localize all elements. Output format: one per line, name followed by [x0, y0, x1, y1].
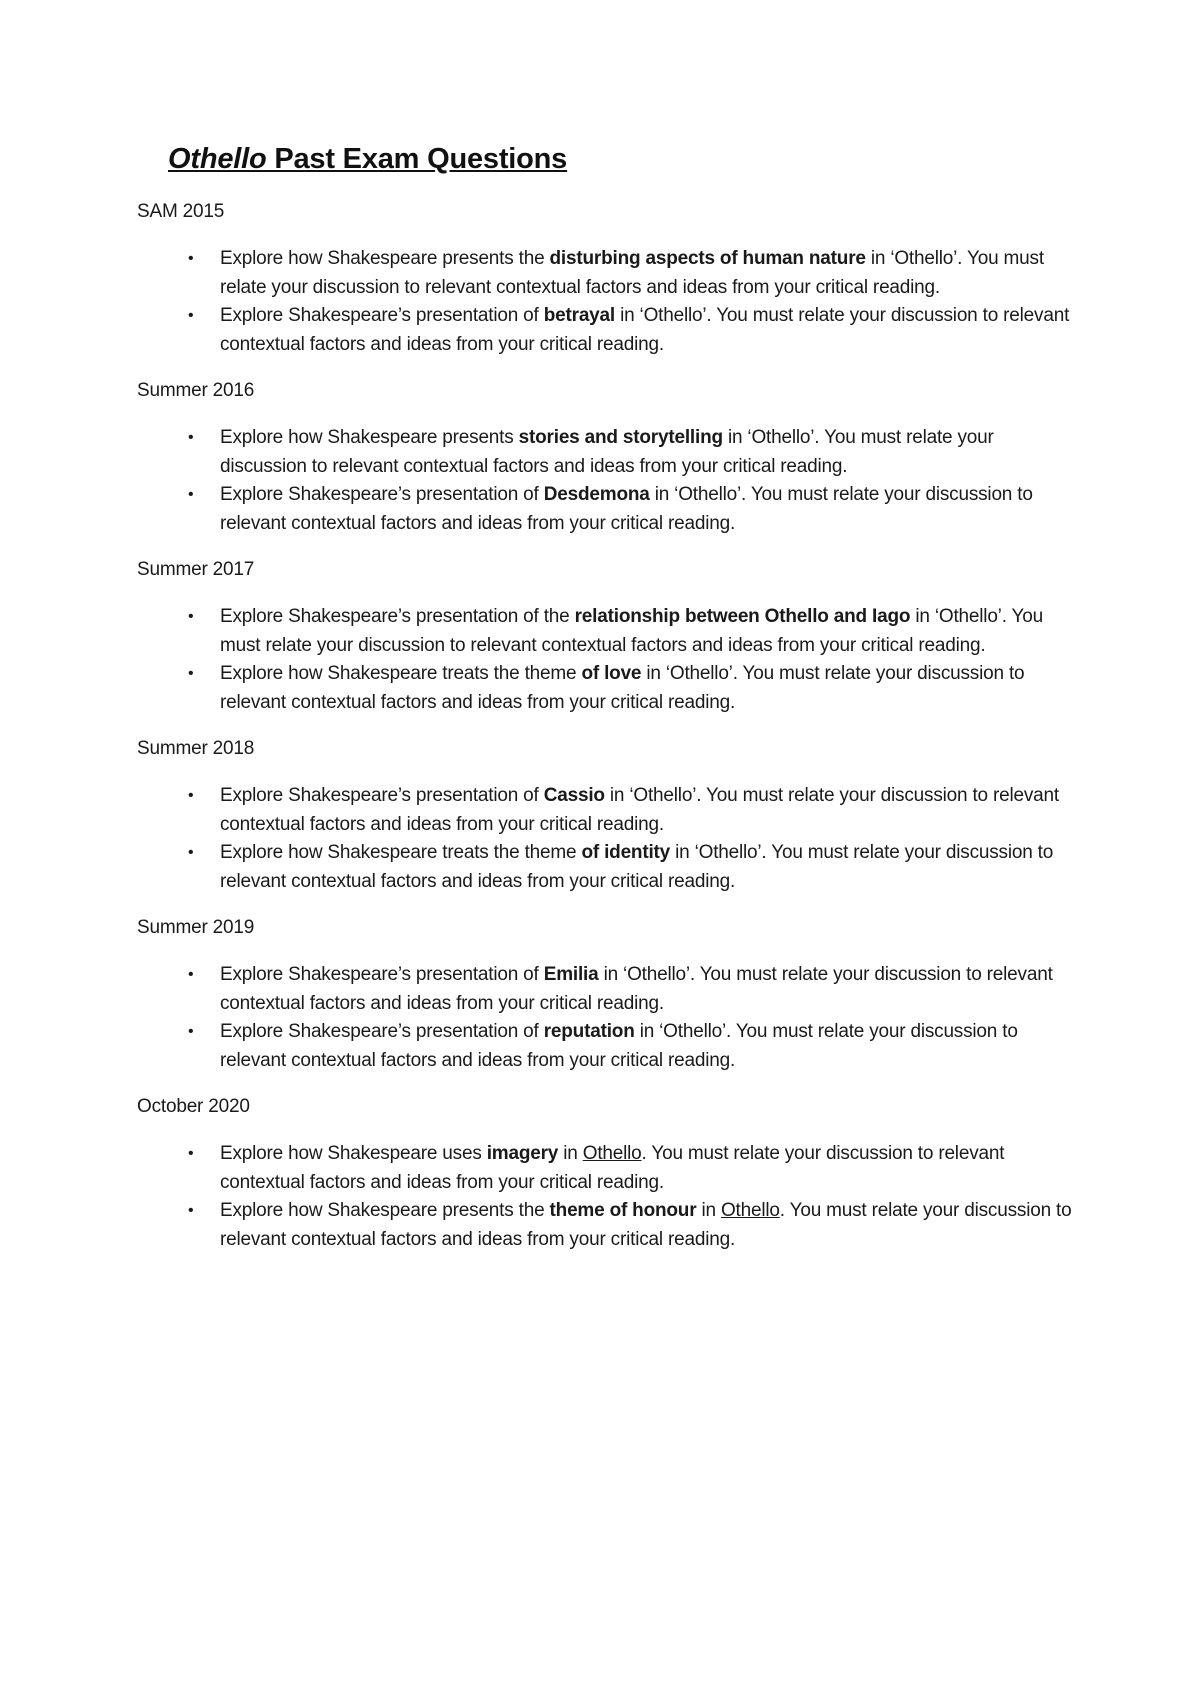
- section-heading: SAM 2015: [137, 201, 225, 222]
- text-segment: Explore Shakespeare’s presentation of: [220, 964, 544, 985]
- text-segment: Explore how Shakespeare uses: [220, 1143, 487, 1164]
- text-segment: in ‘Othello’. You must relate your discussion to relevant contextual factors and ideas from your critical reading.: [220, 785, 1059, 835]
- text-segment: Othello: [168, 143, 267, 175]
- question-list: [137, 603, 1077, 717]
- exam-section-october-2020: [137, 1093, 1085, 1254]
- text-segment: Explore Shakespeare’s presentation of: [220, 484, 544, 505]
- text-segment: Explore how Shakespeare presents: [220, 427, 519, 448]
- text-segment: reputation: [543, 1021, 635, 1042]
- question-list: [137, 1140, 1077, 1254]
- bullet-icon: •: [188, 844, 194, 861]
- text-segment: . You must relate your discussion to relevant contextual factors and ideas from your critical reading.: [220, 1200, 1072, 1250]
- exam-section-summer-2017: [137, 556, 1085, 717]
- question-item: [137, 782, 1077, 839]
- question-item: [137, 302, 1077, 359]
- text-segment: Explore how Shakespeare treats the theme: [220, 663, 582, 684]
- document-sections: [137, 198, 1085, 1254]
- text-segment: disturbing aspects of human nature: [549, 248, 866, 269]
- text-segment: . You must relate your discussion to relevant contextual factors and ideas from your critical reading.: [220, 1143, 1005, 1193]
- text-segment: Cassio: [543, 785, 605, 806]
- text-segment: in ‘Othello’. You must relate your discussion to relevant contextual factors and ideas from your critical reading.: [220, 606, 1043, 656]
- text-segment: in: [558, 1143, 583, 1164]
- text-segment: Othello: [582, 1143, 642, 1164]
- bullet-icon: •: [188, 1023, 194, 1040]
- text-segment: of identity: [581, 842, 671, 863]
- question-item: [137, 839, 1077, 896]
- text-segment: in ‘Othello’. You must relate your discussion to relevant contextual factors and ideas from your critical reading.: [220, 484, 1033, 534]
- bullet-icon: •: [188, 486, 194, 503]
- question-list: [137, 961, 1077, 1075]
- text-segment: Explore Shakespeare’s presentation of: [220, 785, 544, 806]
- text-segment: Past Exam Questions: [266, 143, 568, 175]
- bullet-icon: •: [188, 307, 194, 324]
- text-segment: in: [696, 1200, 721, 1221]
- text-segment: Explore how Shakespeare presents the: [220, 1200, 550, 1221]
- section-heading: Summer 2018: [137, 738, 255, 759]
- bullet-icon: •: [188, 1145, 194, 1162]
- text-segment: theme of honour: [549, 1200, 697, 1221]
- text-segment: Explore Shakespeare’s presentation of the: [220, 606, 575, 627]
- text-segment: Explore Shakespeare’s presentation of: [220, 1021, 544, 1042]
- exam-section-summer-2019: [137, 914, 1085, 1075]
- bullet-icon: •: [188, 429, 194, 446]
- bullet-icon: •: [188, 966, 194, 983]
- exam-section-sam-2015: [137, 198, 1085, 359]
- text-segment: in ‘Othello’. You must relate your discussion to relevant contextual factors and ideas from your critical reading.: [220, 1021, 1018, 1071]
- text-segment: in ‘Othello’. You must relate your discussion to relevant contextual factors and ideas from your critical reading.: [220, 663, 1025, 713]
- question-list: [137, 782, 1077, 896]
- exam-section-summer-2016: [137, 377, 1085, 538]
- question-item: [137, 481, 1077, 538]
- text-segment: in ‘Othello’. You must relate your discussion to relevant contextual factors and ideas from your critical reading.: [220, 305, 1070, 355]
- bullet-icon: •: [188, 608, 194, 625]
- question-item: [137, 1197, 1077, 1254]
- text-segment: in ‘Othello’. You must relate your discussion to relevant contextual factors and ideas from your critical reading.: [220, 248, 1044, 298]
- text-segment: Explore Shakespeare’s presentation of: [220, 305, 544, 326]
- text-segment: in ‘Othello’. You must relate your discussion to relevant contextual factors and ideas from your critical reading.: [220, 427, 994, 477]
- text-segment: in ‘Othello’. You must relate your discussion to relevant contextual factors and ideas from your critical reading.: [220, 964, 1053, 1014]
- question-list: [137, 245, 1077, 359]
- bullet-icon: •: [188, 250, 194, 267]
- text-segment: Explore how Shakespeare presents the: [220, 248, 550, 269]
- bullet-icon: •: [188, 787, 194, 804]
- question-item: [137, 660, 1077, 717]
- question-item: [137, 245, 1077, 302]
- text-segment: relationship between Othello and Iago: [574, 606, 911, 627]
- document-title: [168, 138, 1085, 180]
- bullet-icon: •: [188, 665, 194, 682]
- exam-section-summer-2018: [137, 735, 1085, 896]
- section-heading: October 2020: [137, 1096, 250, 1117]
- question-item: [137, 424, 1077, 481]
- section-heading: Summer 2019: [137, 917, 255, 938]
- text-segment: Othello: [720, 1200, 780, 1221]
- question-item: [137, 1018, 1077, 1075]
- text-segment: in ‘Othello’. You must relate your discussion to relevant contextual factors and ideas from your critical reading.: [220, 842, 1054, 892]
- text-segment: stories and storytelling: [518, 427, 723, 448]
- question-list: [137, 424, 1077, 538]
- text-segment: imagery: [486, 1143, 559, 1164]
- text-segment: of love: [581, 663, 642, 684]
- section-heading: Summer 2017: [137, 559, 255, 580]
- question-item: [137, 603, 1077, 660]
- text-segment: Explore how Shakespeare treats the theme: [220, 842, 582, 863]
- question-item: [137, 1140, 1077, 1197]
- question-item: [137, 961, 1077, 1018]
- text-segment: Emilia: [543, 964, 599, 985]
- text-segment: Desdemona: [543, 484, 650, 505]
- section-heading: Summer 2016: [137, 380, 255, 401]
- bullet-icon: •: [188, 1202, 194, 1219]
- text-segment: betrayal: [543, 305, 615, 326]
